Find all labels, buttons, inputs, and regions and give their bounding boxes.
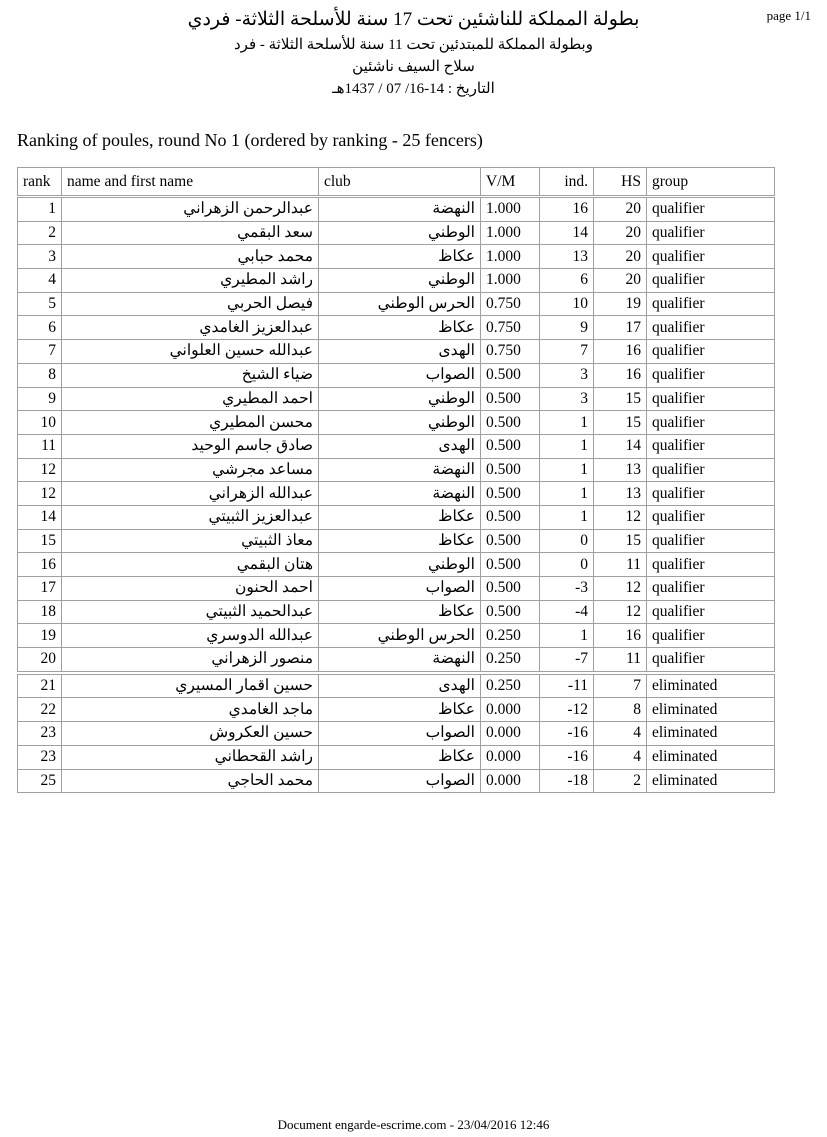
cell-name: هتان البقمي: [62, 553, 319, 577]
cell-rank: 12: [18, 458, 62, 482]
cell-rank: 16: [18, 553, 62, 577]
cell-club: الهدى: [319, 673, 481, 698]
cell-ind: 3: [540, 363, 594, 387]
cell-hs: 4: [594, 745, 647, 769]
cell-club: الحرس الوطني: [319, 292, 481, 316]
event-date: التاريخ : 14-16/ 07 / 1437هـ: [332, 81, 495, 97]
cell-vm: 0.250: [481, 648, 540, 673]
cell-name: سعد البقمي: [62, 221, 319, 245]
ranking-table: [17, 167, 775, 793]
table-header: [18, 168, 775, 197]
cell-rank: 6: [18, 316, 62, 340]
cell-group: qualifier: [647, 529, 775, 553]
cell-name: راشد المطيري: [62, 269, 319, 293]
cell-group: qualifier: [647, 458, 775, 482]
cell-club: الوطني: [319, 553, 481, 577]
table-row: [18, 698, 775, 722]
cell-group: qualifier: [647, 221, 775, 245]
cell-name: عبدالحميد الثبيتي: [62, 600, 319, 624]
cell-rank: 1: [18, 197, 62, 222]
cell-vm: 0.000: [481, 722, 540, 746]
cell-rank: 22: [18, 698, 62, 722]
cell-ind: 3: [540, 387, 594, 411]
cell-ind: 1: [540, 624, 594, 648]
cell-ind: 7: [540, 340, 594, 364]
cell-hs: 7: [594, 673, 647, 698]
cell-ind: 1: [540, 482, 594, 506]
table-row: [18, 769, 775, 793]
cell-vm: 0.250: [481, 624, 540, 648]
cell-group: qualifier: [647, 363, 775, 387]
cell-hs: 12: [594, 600, 647, 624]
cell-hs: 15: [594, 387, 647, 411]
cell-rank: 2: [18, 221, 62, 245]
cell-club: عكاظ: [319, 505, 481, 529]
cell-group: eliminated: [647, 673, 775, 698]
cell-hs: 11: [594, 553, 647, 577]
cell-hs: 17: [594, 316, 647, 340]
cell-name: محمد حبابي: [62, 245, 319, 269]
table-row: [18, 411, 775, 435]
cell-name: عبدالله الدوسري: [62, 624, 319, 648]
cell-hs: 8: [594, 698, 647, 722]
header-row: [18, 168, 775, 197]
cell-hs: 16: [594, 340, 647, 364]
cell-ind: 13: [540, 245, 594, 269]
cell-name: مساعد مجرشي: [62, 458, 319, 482]
cell-name: عبدالله حسين العلواني: [62, 340, 319, 364]
table-row: [18, 197, 775, 222]
cell-ind: 0: [540, 529, 594, 553]
cell-group: qualifier: [647, 577, 775, 601]
cell-club: الصواب: [319, 577, 481, 601]
document-footer: Document engarde-escrime.com - 23/04/2016 12:46: [277, 1117, 550, 1132]
weapon-category: سلاح السيف ناشئين: [352, 59, 475, 75]
header-group: group: [647, 168, 775, 197]
document-header: [0, 6, 827, 100]
cell-group: qualifier: [647, 648, 775, 673]
cell-group: qualifier: [647, 600, 775, 624]
cell-club: الوطني: [319, 411, 481, 435]
cell-vm: 0.500: [481, 387, 540, 411]
cell-club: النهضة: [319, 482, 481, 506]
cell-rank: 17: [18, 577, 62, 601]
cell-club: الوطني: [319, 221, 481, 245]
cell-hs: 20: [594, 197, 647, 222]
cell-name: احمد الحنون: [62, 577, 319, 601]
cell-vm: 1.000: [481, 245, 540, 269]
cell-group: eliminated: [647, 722, 775, 746]
cell-hs: 4: [594, 722, 647, 746]
cell-hs: 2: [594, 769, 647, 793]
cell-group: qualifier: [647, 269, 775, 293]
table-row: [18, 624, 775, 648]
cell-ind: -3: [540, 577, 594, 601]
cell-group: qualifier: [647, 316, 775, 340]
cell-club: الصواب: [319, 722, 481, 746]
cell-rank: 15: [18, 529, 62, 553]
cell-hs: 14: [594, 434, 647, 458]
cell-club: الوطني: [319, 269, 481, 293]
cell-club: عكاظ: [319, 245, 481, 269]
cell-name: راشد القحطاني: [62, 745, 319, 769]
cell-club: النهضة: [319, 458, 481, 482]
table-row: [18, 340, 775, 364]
cell-name: معاذ الثبيتي: [62, 529, 319, 553]
header-hs: HS: [594, 168, 647, 197]
cell-vm: 0.500: [481, 482, 540, 506]
cell-rank: 8: [18, 363, 62, 387]
cell-vm: 0.000: [481, 769, 540, 793]
cell-name: عبدالله الزهراني: [62, 482, 319, 506]
cell-rank: 14: [18, 505, 62, 529]
cell-group: qualifier: [647, 411, 775, 435]
cell-hs: 16: [594, 624, 647, 648]
cell-vm: 0.000: [481, 745, 540, 769]
table-row: [18, 745, 775, 769]
cell-rank: 11: [18, 434, 62, 458]
cell-vm: 0.500: [481, 458, 540, 482]
cell-name: ماجد الغامدي: [62, 698, 319, 722]
table-row: [18, 553, 775, 577]
table-row: [18, 387, 775, 411]
cell-rank: 9: [18, 387, 62, 411]
cell-name: منصور الزهراني: [62, 648, 319, 673]
table-row: [18, 221, 775, 245]
cell-ind: -12: [540, 698, 594, 722]
cell-name: حسين اقمار المسيري: [62, 673, 319, 698]
cell-name: ضياء الشيخ: [62, 363, 319, 387]
cell-rank: 3: [18, 245, 62, 269]
cell-name: محمد الحاجي: [62, 769, 319, 793]
cell-vm: 1.000: [481, 269, 540, 293]
cell-club: الوطني: [319, 387, 481, 411]
cell-name: عبدالعزيز الثبيتي: [62, 505, 319, 529]
cell-hs: 20: [594, 245, 647, 269]
cell-hs: 13: [594, 482, 647, 506]
cell-group: qualifier: [647, 624, 775, 648]
cell-vm: 0.500: [481, 553, 540, 577]
cell-hs: 11: [594, 648, 647, 673]
cell-club: الهدى: [319, 340, 481, 364]
cell-vm: 0.500: [481, 434, 540, 458]
table-row: [18, 577, 775, 601]
cell-rank: 23: [18, 745, 62, 769]
table-row: [18, 292, 775, 316]
table-row: [18, 648, 775, 673]
header-rank: rank: [18, 168, 62, 197]
cell-club: الصواب: [319, 363, 481, 387]
cell-group: qualifier: [647, 387, 775, 411]
cell-group: eliminated: [647, 698, 775, 722]
cell-rank: 19: [18, 624, 62, 648]
cell-vm: 0.750: [481, 340, 540, 364]
table-row: [18, 600, 775, 624]
table-row: [18, 363, 775, 387]
cell-ind: 6: [540, 269, 594, 293]
cell-group: qualifier: [647, 340, 775, 364]
cell-rank: 4: [18, 269, 62, 293]
header-name: name and first name: [62, 168, 319, 197]
table-row: [18, 434, 775, 458]
cell-hs: 15: [594, 529, 647, 553]
championship-title: بطولة المملكة للناشئين تحت 17 سنة للأسلحة الثلاثة- فردي: [187, 9, 640, 30]
championship-subtitle: وبطولة المملكة للمبتدئين تحت 11 سنة للأسلحة الثلاثة - فرد: [234, 37, 593, 53]
cell-club: الحرس الوطني: [319, 624, 481, 648]
table-row: [18, 458, 775, 482]
cell-rank: 7: [18, 340, 62, 364]
cell-club: عكاظ: [319, 698, 481, 722]
cell-group: qualifier: [647, 197, 775, 222]
page-number: page 1/1: [766, 8, 811, 23]
cell-ind: -7: [540, 648, 594, 673]
cell-hs: 20: [594, 269, 647, 293]
cell-vm: 1.000: [481, 197, 540, 222]
table-row: [18, 316, 775, 340]
cell-ind: -18: [540, 769, 594, 793]
cell-vm: 1.000: [481, 221, 540, 245]
cell-group: qualifier: [647, 553, 775, 577]
cell-vm: 0.500: [481, 363, 540, 387]
table-row: [18, 269, 775, 293]
cell-vm: 0.750: [481, 292, 540, 316]
header-vm: V/M: [481, 168, 540, 197]
cell-name: عبدالعزيز الغامدي: [62, 316, 319, 340]
cell-rank: 12: [18, 482, 62, 506]
cell-club: عكاظ: [319, 529, 481, 553]
cell-rank: 18: [18, 600, 62, 624]
cell-name: احمد المطيري: [62, 387, 319, 411]
cell-club: النهضة: [319, 648, 481, 673]
cell-vm: 0.750: [481, 316, 540, 340]
cell-group: qualifier: [647, 292, 775, 316]
cell-ind: 1: [540, 434, 594, 458]
ranking-title: Ranking of poules, round No 1 (ordered by ranking - 25 fencers): [17, 130, 483, 150]
cell-club: عكاظ: [319, 600, 481, 624]
cell-name: محسن المطيري: [62, 411, 319, 435]
cell-rank: 10: [18, 411, 62, 435]
cell-vm: 0.500: [481, 411, 540, 435]
cell-ind: -11: [540, 673, 594, 698]
cell-hs: 13: [594, 458, 647, 482]
cell-rank: 23: [18, 722, 62, 746]
cell-ind: 14: [540, 221, 594, 245]
table-row: [18, 722, 775, 746]
cell-vm: 0.500: [481, 577, 540, 601]
cell-vm: 0.250: [481, 673, 540, 698]
cell-club: عكاظ: [319, 745, 481, 769]
cell-rank: 5: [18, 292, 62, 316]
cell-club: الصواب: [319, 769, 481, 793]
cell-hs: 20: [594, 221, 647, 245]
cell-rank: 20: [18, 648, 62, 673]
cell-name: حسين العكروش: [62, 722, 319, 746]
cell-ind: 1: [540, 411, 594, 435]
cell-group: qualifier: [647, 434, 775, 458]
header-ind: ind.: [540, 168, 594, 197]
cell-hs: 12: [594, 577, 647, 601]
cell-hs: 16: [594, 363, 647, 387]
cell-group: qualifier: [647, 245, 775, 269]
cell-club: عكاظ: [319, 316, 481, 340]
cell-group: qualifier: [647, 482, 775, 506]
table-row: [18, 673, 775, 698]
cell-rank: 21: [18, 673, 62, 698]
table-row: [18, 482, 775, 506]
cell-hs: 19: [594, 292, 647, 316]
cell-vm: 0.500: [481, 529, 540, 553]
cell-ind: 9: [540, 316, 594, 340]
cell-rank: 25: [18, 769, 62, 793]
cell-ind: -4: [540, 600, 594, 624]
cell-ind: 0: [540, 553, 594, 577]
cell-hs: 12: [594, 505, 647, 529]
cell-name: فيصل الحربي: [62, 292, 319, 316]
cell-ind: -16: [540, 722, 594, 746]
table-row: [18, 529, 775, 553]
cell-vm: 0.000: [481, 698, 540, 722]
cell-name: عبدالرحمن الزهراني: [62, 197, 319, 222]
cell-ind: -16: [540, 745, 594, 769]
cell-ind: 10: [540, 292, 594, 316]
header-club: club: [319, 168, 481, 197]
cell-ind: 1: [540, 505, 594, 529]
cell-vm: 0.500: [481, 600, 540, 624]
cell-name: صادق جاسم الوحيد: [62, 434, 319, 458]
cell-ind: 16: [540, 197, 594, 222]
cell-hs: 15: [594, 411, 647, 435]
cell-club: الهدى: [319, 434, 481, 458]
table-body: [18, 197, 775, 793]
cell-ind: 1: [540, 458, 594, 482]
table-row: [18, 505, 775, 529]
cell-group: qualifier: [647, 505, 775, 529]
table-row: [18, 245, 775, 269]
cell-group: eliminated: [647, 745, 775, 769]
cell-club: النهضة: [319, 197, 481, 222]
cell-group: eliminated: [647, 769, 775, 793]
cell-vm: 0.500: [481, 505, 540, 529]
